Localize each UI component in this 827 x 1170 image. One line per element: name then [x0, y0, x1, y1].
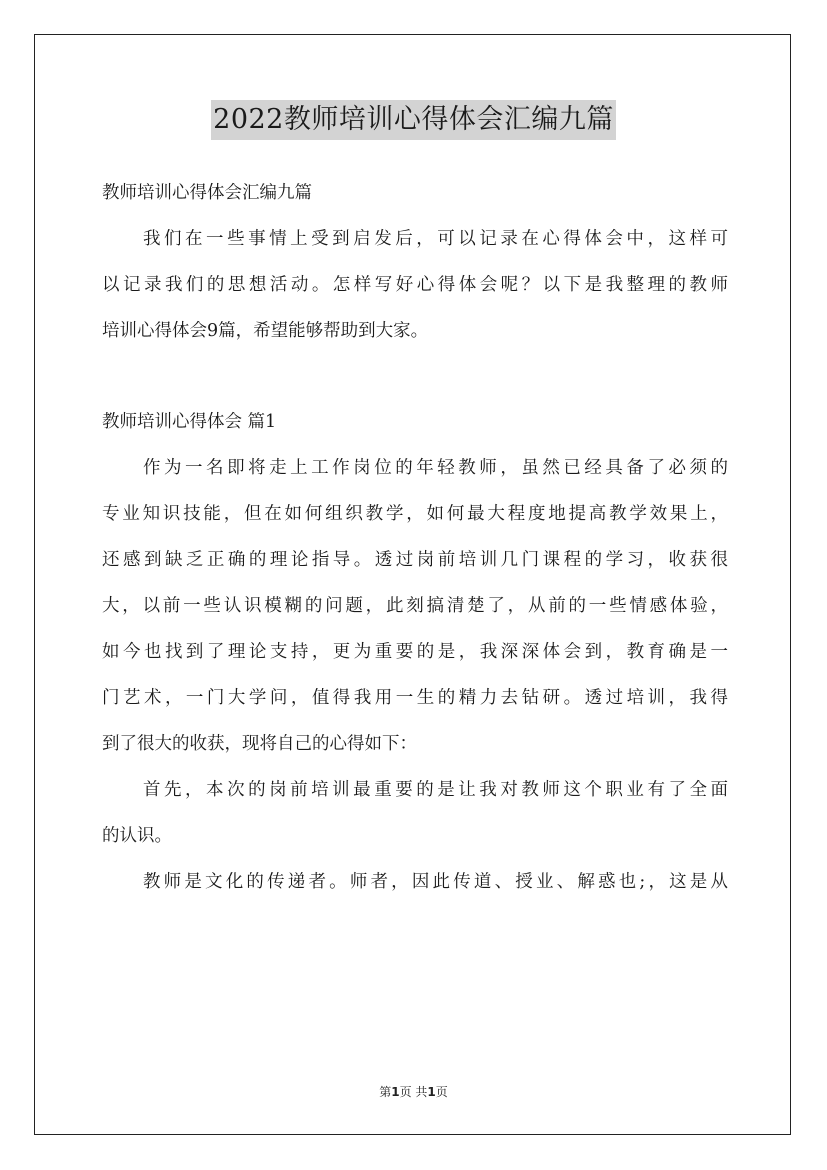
- document-body: [102, 170, 728, 905]
- page-total: 1: [427, 1085, 436, 1099]
- paragraph-line: 作为一名即将走上工作岗位的年轻教师，虽然已经具备了必须的: [143, 458, 728, 478]
- paragraph-line: 首先，本次的岗前培训最重要的是让我对教师这个职业有了全面: [143, 780, 728, 800]
- intro-line: 以记录我们的思想活动。怎样写好心得体会呢？以下是我整理的教师: [102, 275, 728, 295]
- page-middle: 页 共: [399, 1085, 428, 1099]
- page-suffix: 页: [435, 1085, 448, 1099]
- paragraph-line: 教师是文化的传递者。师者，因此传道、授业、解惑也;，这是从: [143, 872, 728, 892]
- title-area: [0, 100, 827, 140]
- paragraph-line: 如今也找到了理论支持，更为重要的是，我深深体会到，教育确是一: [102, 642, 728, 662]
- paragraph-line: 还感到缺乏正确的理论指导。透过岗前培训几门课程的学习，收获很: [102, 550, 728, 570]
- section-heading: 教师培训心得体会 篇1: [102, 412, 277, 432]
- paragraph-line: 门艺术，一门大学问，值得我用一生的精力去钻研。透过培训，我得: [102, 688, 728, 708]
- page-footer: [0, 1083, 827, 1100]
- paragraph-line: 专业知识技能，但在如何组织教学，如何最大程度地提高教学效果上，: [102, 504, 728, 524]
- page-prefix: 第: [379, 1085, 392, 1099]
- page-current: 1: [391, 1085, 400, 1099]
- paragraph-line: 大，以前一些认识模糊的问题，此刻搞清楚了，从前的一些情感体验，: [102, 596, 728, 616]
- paragraph-line: 的认识。: [102, 826, 172, 846]
- document-title: 2022教师培训心得体会汇编九篇: [211, 100, 616, 140]
- paragraph-gap: [102, 354, 728, 399]
- paragraph-line: 到了很大的收获，现将自己的心得如下：: [102, 734, 417, 754]
- intro-line: 我们在一些事情上受到启发后，可以记录在心得体会中，这样可: [143, 229, 728, 249]
- document-subtitle: 教师培训心得体会汇编九篇: [102, 183, 312, 203]
- intro-line: 培训心得体会9篇，希望能够帮助到大家。: [102, 321, 429, 341]
